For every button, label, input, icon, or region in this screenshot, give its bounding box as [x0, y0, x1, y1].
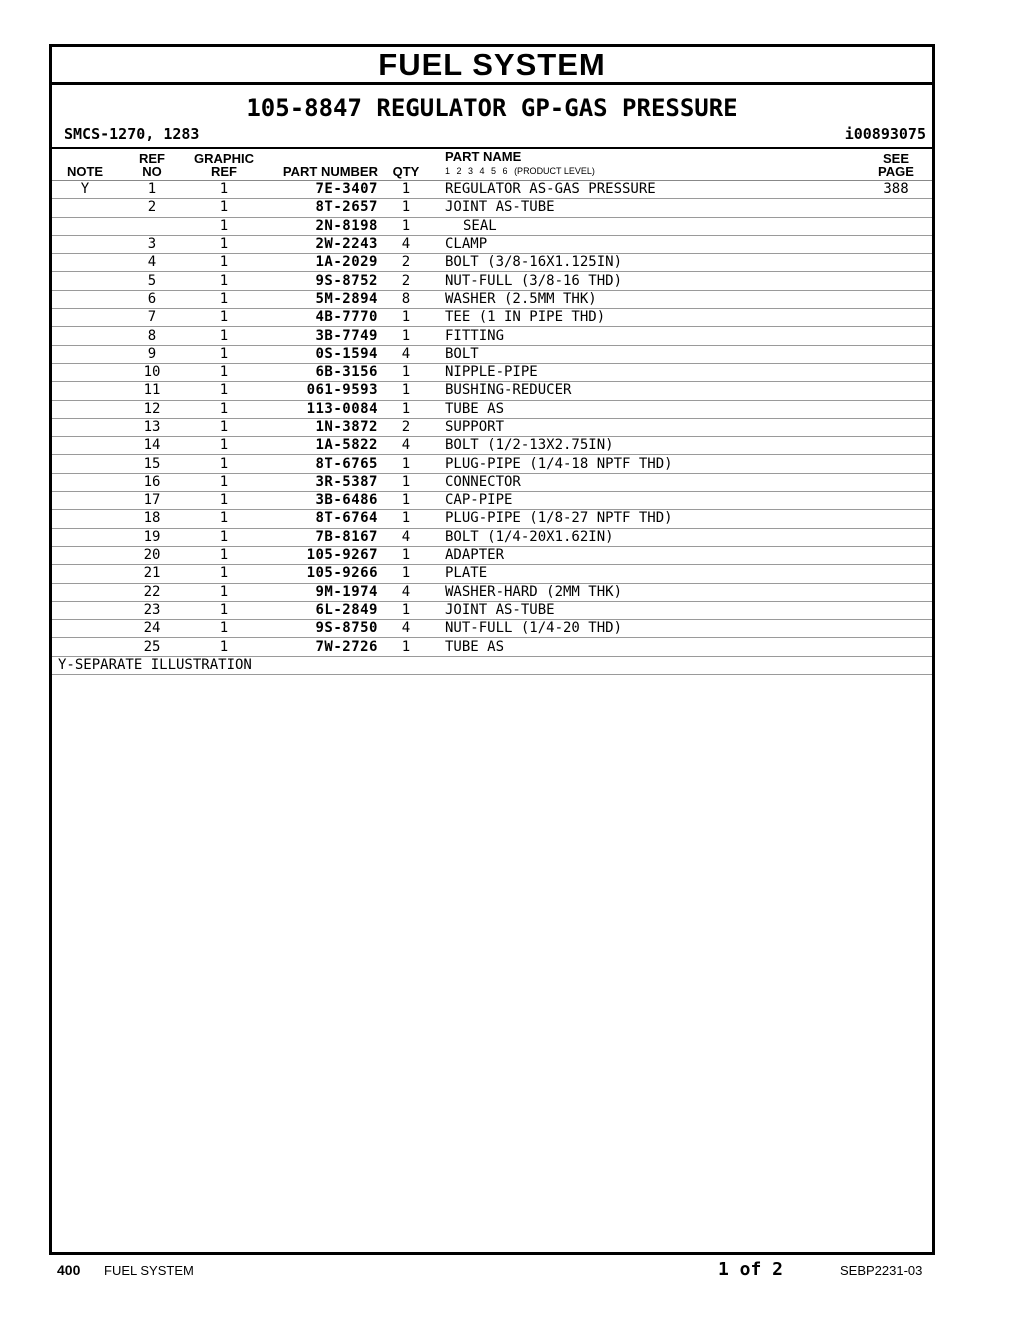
ref-no-cell: 11: [118, 382, 186, 400]
ref-no-cell: 14: [118, 437, 186, 455]
ref-no-cell: 23: [118, 601, 186, 619]
note-cell: [52, 254, 118, 272]
part-name-cell: PLUG-PIPE (1/4-18 NPTF THD): [430, 455, 860, 473]
part-name-cell: SEAL: [430, 217, 860, 235]
meta-row: [52, 123, 932, 145]
part-name-cell: TEE (1 IN PIPE THD): [430, 309, 860, 327]
see-page-cell: [860, 601, 932, 619]
note-cell: [52, 363, 118, 381]
qty-cell: 1: [382, 199, 430, 217]
part-number-cell: 6B-3156: [262, 363, 382, 381]
ref-no-cell: 1: [118, 181, 186, 199]
table-row: [52, 345, 932, 363]
see-page-cell: [860, 565, 932, 583]
qty-cell: 1: [382, 565, 430, 583]
table-row: [52, 510, 932, 528]
see-page-cell: [860, 492, 932, 510]
part-number-cell: 105-9266: [262, 565, 382, 583]
graphic-ref-cell: 1: [186, 565, 262, 583]
note-cell: [52, 382, 118, 400]
graphic-ref-cell: 1: [186, 638, 262, 656]
part-number-cell: 9S-8750: [262, 620, 382, 638]
part-number-cell: 9S-8752: [262, 272, 382, 290]
see-page-cell: [860, 638, 932, 656]
qty-cell: 4: [382, 235, 430, 253]
note-cell: [52, 345, 118, 363]
see-page-cell: [860, 620, 932, 638]
part-number-cell: 5M-2894: [262, 290, 382, 308]
ref-no-cell: 2: [118, 199, 186, 217]
header-see-page: SEE PAGE: [860, 149, 932, 181]
qty-cell: 1: [382, 363, 430, 381]
part-number-cell: 105-9267: [262, 546, 382, 564]
table-row: [52, 217, 932, 235]
graphic-ref-cell: 1: [186, 620, 262, 638]
qty-cell: 1: [382, 400, 430, 418]
graphic-ref-cell: 1: [186, 235, 262, 253]
table-row: [52, 400, 932, 418]
graphic-ref-cell: 1: [186, 199, 262, 217]
ref-no-cell: 20: [118, 546, 186, 564]
page-title: FUEL SYSTEM: [52, 47, 932, 85]
part-number-cell: 1A-2029: [262, 254, 382, 272]
ref-no-cell: 6: [118, 290, 186, 308]
ref-no-cell: 9: [118, 345, 186, 363]
qty-cell: 1: [382, 309, 430, 327]
part-number-cell: 4B-7770: [262, 309, 382, 327]
ref-no-cell: 15: [118, 455, 186, 473]
qty-cell: 1: [382, 492, 430, 510]
part-name-cell: WASHER (2.5MM THK): [430, 290, 860, 308]
note-cell: [52, 492, 118, 510]
ref-no-cell: 16: [118, 473, 186, 491]
graphic-ref-cell: 1: [186, 546, 262, 564]
part-name-cell: REGULATOR AS-GAS PRESSURE: [430, 181, 860, 199]
part-name-cell: ADAPTER: [430, 546, 860, 564]
graphic-ref-cell: 1: [186, 382, 262, 400]
ref-no-cell: 7: [118, 309, 186, 327]
part-name-cell: BOLT: [430, 345, 860, 363]
note-cell: [52, 601, 118, 619]
graphic-ref-cell: 1: [186, 601, 262, 619]
see-page-cell: [860, 199, 932, 217]
qty-cell: 1: [382, 546, 430, 564]
see-page-cell: [860, 583, 932, 601]
see-page-cell: [860, 345, 932, 363]
part-name-cell: BUSHING-REDUCER: [430, 382, 860, 400]
graphic-ref-cell: 1: [186, 583, 262, 601]
ref-no-cell: 5: [118, 272, 186, 290]
part-name-cell: PLUG-PIPE (1/8-27 NPTF THD): [430, 510, 860, 528]
see-page-cell: [860, 382, 932, 400]
see-page-cell: [860, 510, 932, 528]
qty-cell: 1: [382, 473, 430, 491]
note-cell: [52, 528, 118, 546]
qty-cell: 1: [382, 382, 430, 400]
graphic-ref-cell: 1: [186, 437, 262, 455]
ref-no-cell: 18: [118, 510, 186, 528]
see-page-cell: [860, 272, 932, 290]
qty-cell: 4: [382, 583, 430, 601]
graphic-ref-cell: 1: [186, 510, 262, 528]
part-name-cell: BOLT (3/8-16X1.125IN): [430, 254, 860, 272]
table-row: [52, 437, 932, 455]
graphic-ref-cell: 1: [186, 290, 262, 308]
note-cell: [52, 455, 118, 473]
part-number-cell: 7E-3407: [262, 181, 382, 199]
part-name-cell: FITTING: [430, 327, 860, 345]
table-row: [52, 492, 932, 510]
part-number-cell: 0S-1594: [262, 345, 382, 363]
footnote-text: Y-SEPARATE ILLUSTRATION: [52, 656, 932, 674]
note-cell: Y: [52, 181, 118, 199]
qty-cell: 2: [382, 418, 430, 436]
qty-cell: 8: [382, 290, 430, 308]
table-row: [52, 235, 932, 253]
graphic-ref-cell: 1: [186, 418, 262, 436]
part-name-cell: TUBE AS: [430, 400, 860, 418]
parts-table: [52, 149, 932, 675]
part-number-cell: 8T-2657: [262, 199, 382, 217]
header-ref-no: REF NO: [118, 149, 186, 181]
table-row: [52, 199, 932, 217]
table-row: [52, 638, 932, 656]
graphic-ref-cell: 1: [186, 181, 262, 199]
graphic-ref-cell: 1: [186, 345, 262, 363]
part-number-cell: 1N-3872: [262, 418, 382, 436]
note-cell: [52, 235, 118, 253]
see-page-cell: 388: [860, 181, 932, 199]
see-page-cell: [860, 290, 932, 308]
note-cell: [52, 327, 118, 345]
note-cell: [52, 309, 118, 327]
note-cell: [52, 620, 118, 638]
part-number-cell: 3R-5387: [262, 473, 382, 491]
part-name-cell: TUBE AS: [430, 638, 860, 656]
page-footer: [0, 1260, 1020, 1290]
table-row: [52, 418, 932, 436]
part-name-cell: NIPPLE-PIPE: [430, 363, 860, 381]
graphic-ref-cell: 1: [186, 492, 262, 510]
part-name-cell: BOLT (1/2-13X2.75IN): [430, 437, 860, 455]
graphic-ref-cell: 1: [186, 528, 262, 546]
footer-section: FUEL SYSTEM: [104, 1263, 194, 1278]
see-page-cell: [860, 400, 932, 418]
ref-no-cell: 8: [118, 327, 186, 345]
table-row: [52, 290, 932, 308]
document-number: SEBP2231-03: [840, 1263, 923, 1278]
part-name-cell: CONNECTOR: [430, 473, 860, 491]
see-page-cell: [860, 418, 932, 436]
part-number-cell: 3B-6486: [262, 492, 382, 510]
part-number-cell: 061-9593: [262, 382, 382, 400]
ref-no-cell: 21: [118, 565, 186, 583]
graphic-ref-cell: 1: [186, 473, 262, 491]
note-cell: [52, 437, 118, 455]
group-subtitle: 105-8847 REGULATOR GP-GAS PRESSURE: [246, 94, 738, 122]
ref-no-cell: 3: [118, 235, 186, 253]
qty-cell: 4: [382, 528, 430, 546]
see-page-cell: [860, 546, 932, 564]
part-number-cell: 7W-2726: [262, 638, 382, 656]
part-number-cell: 7B-8167: [262, 528, 382, 546]
graphic-ref-cell: 1: [186, 217, 262, 235]
part-number-cell: 6L-2849: [262, 601, 382, 619]
header-graphic-ref: GRAPHIC REF: [186, 149, 262, 181]
part-number-cell: 1A-5822: [262, 437, 382, 455]
illustration-id: i00893075: [844, 125, 926, 143]
note-cell: [52, 565, 118, 583]
footnote-row: [52, 656, 932, 674]
ref-no-cell: 22: [118, 583, 186, 601]
part-name-cell: WASHER-HARD (2MM THK): [430, 583, 860, 601]
part-name-cell: JOINT AS-TUBE: [430, 601, 860, 619]
table-row: [52, 181, 932, 199]
ref-no-cell: 25: [118, 638, 186, 656]
qty-cell: 1: [382, 601, 430, 619]
graphic-ref-cell: 1: [186, 272, 262, 290]
note-cell: [52, 290, 118, 308]
graphic-ref-cell: 1: [186, 309, 262, 327]
parts-table-body: [52, 181, 932, 675]
ref-no-cell: 4: [118, 254, 186, 272]
note-cell: [52, 217, 118, 235]
table-row: [52, 254, 932, 272]
note-cell: [52, 199, 118, 217]
table-row: [52, 272, 932, 290]
table-row: [52, 565, 932, 583]
page-frame: [49, 44, 935, 1255]
table-row: [52, 382, 932, 400]
part-name-cell: BOLT (1/4-20X1.62IN): [430, 528, 860, 546]
table-row: [52, 546, 932, 564]
header-part-number: PART NUMBER: [262, 149, 382, 181]
part-number-cell: 8T-6764: [262, 510, 382, 528]
table-row: [52, 455, 932, 473]
qty-cell: 2: [382, 254, 430, 272]
page-number: 400: [57, 1262, 81, 1278]
ref-no-cell: 12: [118, 400, 186, 418]
graphic-ref-cell: 1: [186, 400, 262, 418]
graphic-ref-cell: 1: [186, 455, 262, 473]
ref-no-cell: 19: [118, 528, 186, 546]
note-cell: [52, 400, 118, 418]
qty-cell: 4: [382, 620, 430, 638]
part-number-cell: 2W-2243: [262, 235, 382, 253]
graphic-ref-cell: 1: [186, 363, 262, 381]
see-page-cell: [860, 363, 932, 381]
table-row: [52, 620, 932, 638]
note-cell: [52, 272, 118, 290]
note-cell: [52, 638, 118, 656]
qty-cell: 2: [382, 272, 430, 290]
part-number-cell: 113-0084: [262, 400, 382, 418]
part-number-cell: 8T-6765: [262, 455, 382, 473]
part-name-cell: NUT-FULL (3/8-16 THD): [430, 272, 860, 290]
part-name-cell: PLATE: [430, 565, 860, 583]
header-part-name: PART NAME 1 2 3 4 5 6 (PRODUCT LEVEL): [430, 149, 860, 181]
part-name-cell: NUT-FULL (1/4-20 THD): [430, 620, 860, 638]
table-row: [52, 473, 932, 491]
part-number-cell: 2N-8198: [262, 217, 382, 235]
see-page-cell: [860, 437, 932, 455]
qty-cell: 1: [382, 217, 430, 235]
note-cell: [52, 473, 118, 491]
part-name-cell: CLAMP: [430, 235, 860, 253]
table-row: [52, 363, 932, 381]
part-number-cell: 3B-7749: [262, 327, 382, 345]
ref-no-cell: 13: [118, 418, 186, 436]
see-page-cell: [860, 254, 932, 272]
qty-cell: 1: [382, 455, 430, 473]
table-header-row: [52, 149, 932, 181]
graphic-ref-cell: 1: [186, 327, 262, 345]
pagination: 1 of 2: [718, 1259, 784, 1280]
table-row: [52, 601, 932, 619]
ref-no-cell: 10: [118, 363, 186, 381]
ref-no-cell: [118, 217, 186, 235]
see-page-cell: [860, 309, 932, 327]
qty-cell: 4: [382, 437, 430, 455]
qty-cell: 1: [382, 181, 430, 199]
header-qty: QTY: [382, 149, 430, 181]
see-page-cell: [860, 327, 932, 345]
note-cell: [52, 546, 118, 564]
table-row: [52, 528, 932, 546]
part-name-cell: SUPPORT: [430, 418, 860, 436]
smcs-code: SMCS-1270, 1283: [64, 125, 200, 143]
table-row: [52, 327, 932, 345]
note-cell: [52, 583, 118, 601]
qty-cell: 1: [382, 327, 430, 345]
qty-cell: 1: [382, 638, 430, 656]
part-name-cell: CAP-PIPE: [430, 492, 860, 510]
see-page-cell: [860, 455, 932, 473]
see-page-cell: [860, 235, 932, 253]
part-name-cell: JOINT AS-TUBE: [430, 199, 860, 217]
see-page-cell: [860, 473, 932, 491]
part-number-cell: 9M-1974: [262, 583, 382, 601]
qty-cell: 1: [382, 510, 430, 528]
table-row: [52, 309, 932, 327]
see-page-cell: [860, 528, 932, 546]
table-row: [52, 583, 932, 601]
see-page-cell: [860, 217, 932, 235]
ref-no-cell: 17: [118, 492, 186, 510]
qty-cell: 4: [382, 345, 430, 363]
ref-no-cell: 24: [118, 620, 186, 638]
graphic-ref-cell: 1: [186, 254, 262, 272]
note-cell: [52, 418, 118, 436]
note-cell: [52, 510, 118, 528]
header-note: NOTE: [52, 149, 118, 181]
product-levels: 1 2 3 4 5 6 (PRODUCT LEVEL): [445, 166, 595, 176]
